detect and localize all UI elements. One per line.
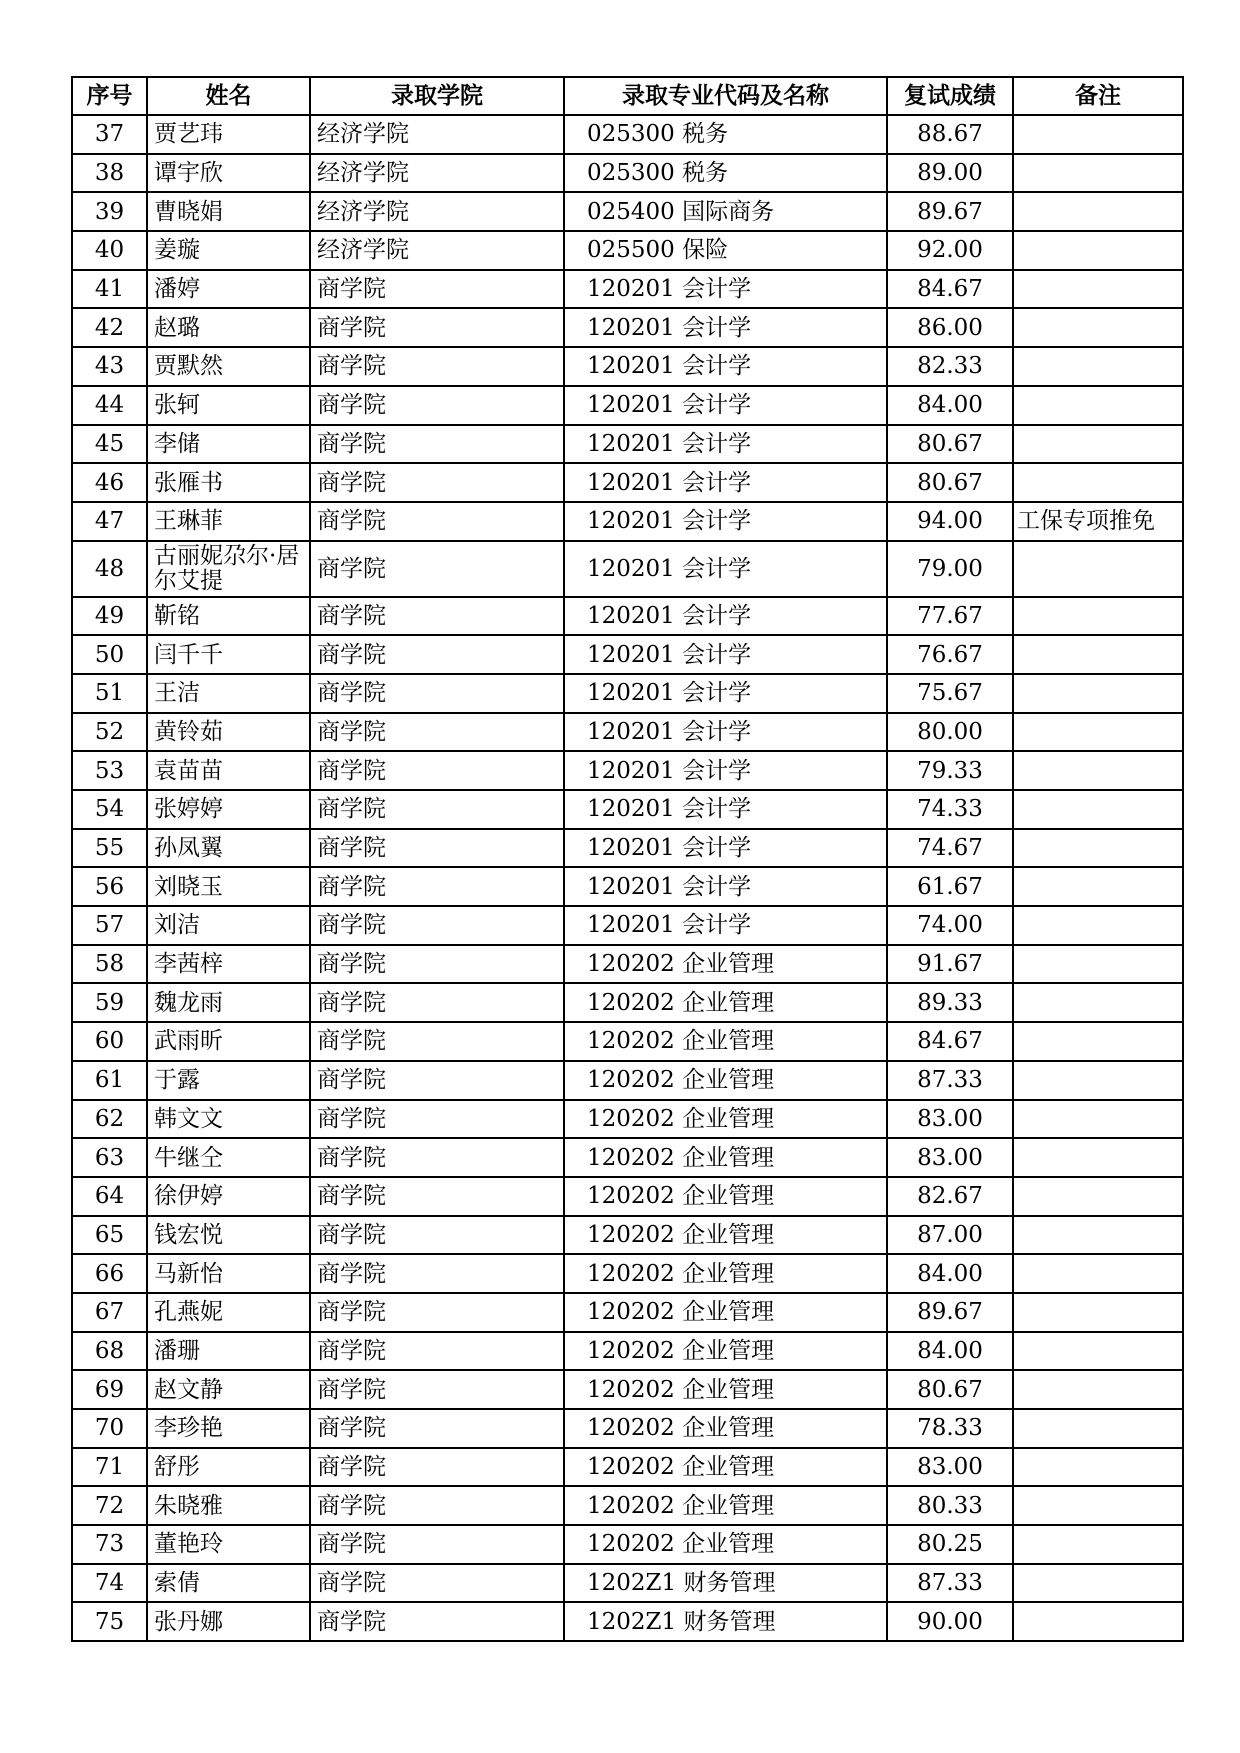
cell-score: 80.67 <box>887 425 1013 464</box>
cell-college: 商学院 <box>310 1448 564 1487</box>
cell-score: 78.33 <box>887 1409 1013 1448</box>
table-row <box>72 308 1183 347</box>
cell-score: 80.25 <box>887 1525 1013 1564</box>
cell-major: 120201 会计学 <box>564 597 887 636</box>
cell-college: 商学院 <box>310 347 564 386</box>
cell-no: 50 <box>72 635 147 674</box>
table-row <box>72 674 1183 713</box>
cell-note <box>1013 1293 1183 1332</box>
cell-college: 经济学院 <box>310 154 564 193</box>
cell-no: 56 <box>72 867 147 906</box>
cell-name: 魏龙雨 <box>147 983 310 1022</box>
cell-note <box>1013 1448 1183 1487</box>
cell-score: 87.33 <box>887 1564 1013 1603</box>
cell-note <box>1013 597 1183 636</box>
cell-college: 商学院 <box>310 1525 564 1564</box>
cell-major: 120201 会计学 <box>564 347 887 386</box>
cell-note <box>1013 463 1183 502</box>
cell-score: 86.00 <box>887 308 1013 347</box>
cell-note <box>1013 154 1183 193</box>
table-row <box>72 541 1183 597</box>
cell-no: 47 <box>72 502 147 541</box>
cell-score: 84.67 <box>887 270 1013 309</box>
table-row <box>72 463 1183 502</box>
cell-college: 商学院 <box>310 1061 564 1100</box>
cell-name: 赵璐 <box>147 308 310 347</box>
cell-score: 88.67 <box>887 115 1013 154</box>
cell-note <box>1013 270 1183 309</box>
cell-note <box>1013 1332 1183 1371</box>
cell-college: 商学院 <box>310 829 564 868</box>
table-row <box>72 1100 1183 1139</box>
cell-note <box>1013 713 1183 752</box>
table-row <box>72 983 1183 1022</box>
cell-score: 82.33 <box>887 347 1013 386</box>
cell-note <box>1013 945 1183 984</box>
cell-major: 120201 会计学 <box>564 502 887 541</box>
cell-major: 025500 保险 <box>564 231 887 270</box>
cell-major: 120202 企业管理 <box>564 945 887 984</box>
table-row <box>72 1370 1183 1409</box>
cell-name: 徐伊婷 <box>147 1177 310 1216</box>
cell-name: 舒彤 <box>147 1448 310 1487</box>
cell-name: 潘婷 <box>147 270 310 309</box>
cell-name: 闫千千 <box>147 635 310 674</box>
header-major: 录取专业代码及名称 <box>564 77 887 115</box>
cell-major: 120201 会计学 <box>564 386 887 425</box>
cell-no: 69 <box>72 1370 147 1409</box>
cell-score: 76.67 <box>887 635 1013 674</box>
cell-name: 武雨昕 <box>147 1022 310 1061</box>
cell-no: 75 <box>72 1602 147 1641</box>
cell-score: 87.33 <box>887 1061 1013 1100</box>
cell-college: 商学院 <box>310 674 564 713</box>
table-row <box>72 635 1183 674</box>
table-row <box>72 1602 1183 1641</box>
cell-score: 83.00 <box>887 1448 1013 1487</box>
cell-no: 70 <box>72 1409 147 1448</box>
cell-name: 李珍艳 <box>147 1409 310 1448</box>
table-row <box>72 1332 1183 1371</box>
cell-name: 朱晓雅 <box>147 1486 310 1525</box>
header-college: 录取学院 <box>310 77 564 115</box>
cell-note <box>1013 1177 1183 1216</box>
cell-college: 商学院 <box>310 713 564 752</box>
table-row <box>72 945 1183 984</box>
cell-score: 84.00 <box>887 386 1013 425</box>
cell-college: 商学院 <box>310 983 564 1022</box>
table-row <box>72 1216 1183 1255</box>
cell-score: 74.67 <box>887 829 1013 868</box>
cell-major: 120202 企业管理 <box>564 1138 887 1177</box>
table-row <box>72 386 1183 425</box>
table-row <box>72 270 1183 309</box>
cell-college: 商学院 <box>310 867 564 906</box>
cell-no: 60 <box>72 1022 147 1061</box>
cell-college: 商学院 <box>310 906 564 945</box>
table-row <box>72 713 1183 752</box>
table-row <box>72 1486 1183 1525</box>
cell-name: 贾艺玮 <box>147 115 310 154</box>
cell-score: 74.33 <box>887 790 1013 829</box>
cell-major: 120202 企业管理 <box>564 1332 887 1371</box>
cell-no: 51 <box>72 674 147 713</box>
cell-note <box>1013 1564 1183 1603</box>
cell-no: 41 <box>72 270 147 309</box>
cell-no: 44 <box>72 386 147 425</box>
cell-name: 孙凤翼 <box>147 829 310 868</box>
cell-score: 79.00 <box>887 541 1013 597</box>
cell-no: 61 <box>72 1061 147 1100</box>
cell-name: 王洁 <box>147 674 310 713</box>
cell-no: 63 <box>72 1138 147 1177</box>
cell-no: 73 <box>72 1525 147 1564</box>
cell-major: 025400 国际商务 <box>564 192 887 231</box>
cell-major: 120202 企业管理 <box>564 1525 887 1564</box>
cell-note <box>1013 635 1183 674</box>
cell-note <box>1013 983 1183 1022</box>
cell-college: 商学院 <box>310 541 564 597</box>
cell-no: 74 <box>72 1564 147 1603</box>
cell-college: 商学院 <box>310 502 564 541</box>
cell-college: 经济学院 <box>310 231 564 270</box>
cell-college: 商学院 <box>310 1216 564 1255</box>
cell-college: 商学院 <box>310 463 564 502</box>
cell-no: 38 <box>72 154 147 193</box>
cell-note <box>1013 790 1183 829</box>
cell-college: 商学院 <box>310 635 564 674</box>
cell-no: 65 <box>72 1216 147 1255</box>
cell-score: 80.00 <box>887 713 1013 752</box>
cell-college: 商学院 <box>310 1564 564 1603</box>
cell-major: 120201 会计学 <box>564 308 887 347</box>
cell-name: 张雁书 <box>147 463 310 502</box>
cell-college: 商学院 <box>310 1602 564 1641</box>
cell-major: 120202 企业管理 <box>564 983 887 1022</box>
cell-note <box>1013 906 1183 945</box>
cell-score: 83.00 <box>887 1100 1013 1139</box>
cell-major: 120202 企业管理 <box>564 1448 887 1487</box>
table-row <box>72 790 1183 829</box>
table-row <box>72 1061 1183 1100</box>
table-row <box>72 829 1183 868</box>
cell-no: 48 <box>72 541 147 597</box>
cell-name: 贾默然 <box>147 347 310 386</box>
cell-college: 商学院 <box>310 1332 564 1371</box>
cell-score: 61.67 <box>887 867 1013 906</box>
cell-no: 64 <box>72 1177 147 1216</box>
cell-college: 商学院 <box>310 597 564 636</box>
cell-note <box>1013 308 1183 347</box>
cell-note <box>1013 1061 1183 1100</box>
cell-college: 商学院 <box>310 1370 564 1409</box>
table-row <box>72 115 1183 154</box>
cell-note <box>1013 1370 1183 1409</box>
cell-major: 120201 会计学 <box>564 751 887 790</box>
cell-college: 商学院 <box>310 1138 564 1177</box>
cell-no: 67 <box>72 1293 147 1332</box>
header-name: 姓名 <box>147 77 310 115</box>
cell-score: 90.00 <box>887 1602 1013 1641</box>
cell-note <box>1013 1409 1183 1448</box>
cell-major: 1202Z1 财务管理 <box>564 1602 887 1641</box>
cell-college: 经济学院 <box>310 192 564 231</box>
cell-name: 曹晓娟 <box>147 192 310 231</box>
cell-score: 84.67 <box>887 1022 1013 1061</box>
cell-note <box>1013 829 1183 868</box>
cell-no: 42 <box>72 308 147 347</box>
table-row <box>72 231 1183 270</box>
cell-major: 120202 企业管理 <box>564 1486 887 1525</box>
table-row <box>72 1409 1183 1448</box>
cell-name: 姜璇 <box>147 231 310 270</box>
cell-name: 靳铭 <box>147 597 310 636</box>
cell-score: 89.00 <box>887 154 1013 193</box>
admission-table <box>71 76 1184 1642</box>
cell-note <box>1013 1486 1183 1525</box>
cell-no: 52 <box>72 713 147 752</box>
cell-no: 53 <box>72 751 147 790</box>
table-row <box>72 906 1183 945</box>
table-row <box>72 1138 1183 1177</box>
cell-name: 钱宏悦 <box>147 1216 310 1255</box>
cell-college: 商学院 <box>310 270 564 309</box>
cell-name: 孔燕妮 <box>147 1293 310 1332</box>
cell-no: 58 <box>72 945 147 984</box>
cell-major: 120201 会计学 <box>564 674 887 713</box>
cell-name: 牛继仝 <box>147 1138 310 1177</box>
table-row <box>72 597 1183 636</box>
cell-major: 120202 企业管理 <box>564 1293 887 1332</box>
table-body <box>72 115 1183 1641</box>
cell-no: 55 <box>72 829 147 868</box>
cell-score: 87.00 <box>887 1216 1013 1255</box>
cell-name: 王琳菲 <box>147 502 310 541</box>
cell-no: 37 <box>72 115 147 154</box>
table-row <box>72 1293 1183 1332</box>
cell-college: 商学院 <box>310 1100 564 1139</box>
cell-college: 商学院 <box>310 425 564 464</box>
cell-major: 120202 企业管理 <box>564 1022 887 1061</box>
cell-no: 54 <box>72 790 147 829</box>
cell-name: 于露 <box>147 1061 310 1100</box>
cell-major: 120202 企业管理 <box>564 1216 887 1255</box>
cell-college: 商学院 <box>310 1486 564 1525</box>
cell-major: 1202Z1 财务管理 <box>564 1564 887 1603</box>
cell-score: 94.00 <box>887 502 1013 541</box>
table-row <box>72 192 1183 231</box>
cell-note <box>1013 1100 1183 1139</box>
cell-major: 120202 企业管理 <box>564 1100 887 1139</box>
cell-name: 谭宇欣 <box>147 154 310 193</box>
cell-score: 80.33 <box>887 1486 1013 1525</box>
table-row <box>72 154 1183 193</box>
cell-no: 57 <box>72 906 147 945</box>
cell-college: 商学院 <box>310 308 564 347</box>
cell-score: 89.67 <box>887 1293 1013 1332</box>
cell-major: 120201 会计学 <box>564 867 887 906</box>
cell-major: 120202 企业管理 <box>564 1254 887 1293</box>
cell-college: 商学院 <box>310 945 564 984</box>
table-header-row <box>72 77 1183 115</box>
cell-no: 40 <box>72 231 147 270</box>
cell-major: 120202 企业管理 <box>564 1409 887 1448</box>
cell-no: 59 <box>72 983 147 1022</box>
cell-major: 120201 会计学 <box>564 270 887 309</box>
cell-major: 120201 会计学 <box>564 463 887 502</box>
cell-major: 120201 会计学 <box>564 906 887 945</box>
cell-score: 80.67 <box>887 463 1013 502</box>
cell-note: 工保专项推免 <box>1013 502 1183 541</box>
cell-score: 84.00 <box>887 1332 1013 1371</box>
table-row <box>72 347 1183 386</box>
cell-no: 43 <box>72 347 147 386</box>
cell-no: 71 <box>72 1448 147 1487</box>
cell-major: 120202 企业管理 <box>564 1177 887 1216</box>
cell-no: 68 <box>72 1332 147 1371</box>
cell-no: 72 <box>72 1486 147 1525</box>
cell-major: 120201 会计学 <box>564 829 887 868</box>
cell-score: 77.67 <box>887 597 1013 636</box>
cell-note <box>1013 751 1183 790</box>
cell-college: 商学院 <box>310 1409 564 1448</box>
cell-name: 赵文静 <box>147 1370 310 1409</box>
cell-name: 袁苗苗 <box>147 751 310 790</box>
cell-college: 商学院 <box>310 386 564 425</box>
cell-score: 75.67 <box>887 674 1013 713</box>
cell-major: 120201 会计学 <box>564 541 887 597</box>
cell-name: 张丹娜 <box>147 1602 310 1641</box>
cell-college: 商学院 <box>310 1254 564 1293</box>
cell-name: 刘洁 <box>147 906 310 945</box>
cell-note <box>1013 1254 1183 1293</box>
table-row <box>72 1525 1183 1564</box>
cell-major: 120201 会计学 <box>564 713 887 752</box>
cell-major: 120201 会计学 <box>564 790 887 829</box>
cell-college: 商学院 <box>310 1293 564 1332</box>
cell-no: 49 <box>72 597 147 636</box>
cell-note <box>1013 1216 1183 1255</box>
table-row <box>72 1254 1183 1293</box>
table-row <box>72 1177 1183 1216</box>
cell-note <box>1013 1022 1183 1061</box>
cell-score: 84.00 <box>887 1254 1013 1293</box>
cell-no: 62 <box>72 1100 147 1139</box>
cell-name: 张轲 <box>147 386 310 425</box>
cell-score: 91.67 <box>887 945 1013 984</box>
cell-major: 025300 税务 <box>564 115 887 154</box>
cell-major: 120202 企业管理 <box>564 1061 887 1100</box>
cell-no: 66 <box>72 1254 147 1293</box>
cell-name: 索倩 <box>147 1564 310 1603</box>
cell-college: 经济学院 <box>310 115 564 154</box>
cell-score: 80.67 <box>887 1370 1013 1409</box>
cell-name: 张婷婷 <box>147 790 310 829</box>
cell-note <box>1013 1525 1183 1564</box>
cell-note <box>1013 867 1183 906</box>
cell-name: 马新怡 <box>147 1254 310 1293</box>
cell-college: 商学院 <box>310 790 564 829</box>
cell-name: 李茜梓 <box>147 945 310 984</box>
cell-score: 74.00 <box>887 906 1013 945</box>
cell-no: 45 <box>72 425 147 464</box>
cell-note <box>1013 386 1183 425</box>
cell-note <box>1013 1602 1183 1641</box>
cell-score: 89.33 <box>887 983 1013 1022</box>
table-row <box>72 1448 1183 1487</box>
cell-note <box>1013 192 1183 231</box>
header-no: 序号 <box>72 77 147 115</box>
table-row <box>72 502 1183 541</box>
cell-college: 商学院 <box>310 1022 564 1061</box>
cell-score: 92.00 <box>887 231 1013 270</box>
cell-name: 董艳玲 <box>147 1525 310 1564</box>
cell-no: 46 <box>72 463 147 502</box>
cell-note <box>1013 1138 1183 1177</box>
cell-note <box>1013 541 1183 597</box>
cell-major: 120201 会计学 <box>564 635 887 674</box>
cell-name: 刘晓玉 <box>147 867 310 906</box>
cell-name: 韩文文 <box>147 1100 310 1139</box>
cell-name: 李储 <box>147 425 310 464</box>
cell-note <box>1013 231 1183 270</box>
cell-note <box>1013 674 1183 713</box>
cell-note <box>1013 347 1183 386</box>
cell-name: 黄铃茹 <box>147 713 310 752</box>
header-score: 复试成绩 <box>887 77 1013 115</box>
table-row <box>72 867 1183 906</box>
cell-major: 120202 企业管理 <box>564 1370 887 1409</box>
cell-name: 潘珊 <box>147 1332 310 1371</box>
header-note: 备注 <box>1013 77 1183 115</box>
table-row <box>72 1564 1183 1603</box>
cell-note <box>1013 425 1183 464</box>
cell-score: 89.67 <box>887 192 1013 231</box>
cell-name: 古丽妮尕尔·居尔艾提 <box>147 541 310 597</box>
table-row <box>72 425 1183 464</box>
table-row <box>72 1022 1183 1061</box>
cell-no: 39 <box>72 192 147 231</box>
table-row <box>72 751 1183 790</box>
cell-score: 83.00 <box>887 1138 1013 1177</box>
cell-note <box>1013 115 1183 154</box>
cell-score: 82.67 <box>887 1177 1013 1216</box>
cell-college: 商学院 <box>310 1177 564 1216</box>
cell-major: 025300 税务 <box>564 154 887 193</box>
cell-college: 商学院 <box>310 751 564 790</box>
cell-major: 120201 会计学 <box>564 425 887 464</box>
cell-score: 79.33 <box>887 751 1013 790</box>
